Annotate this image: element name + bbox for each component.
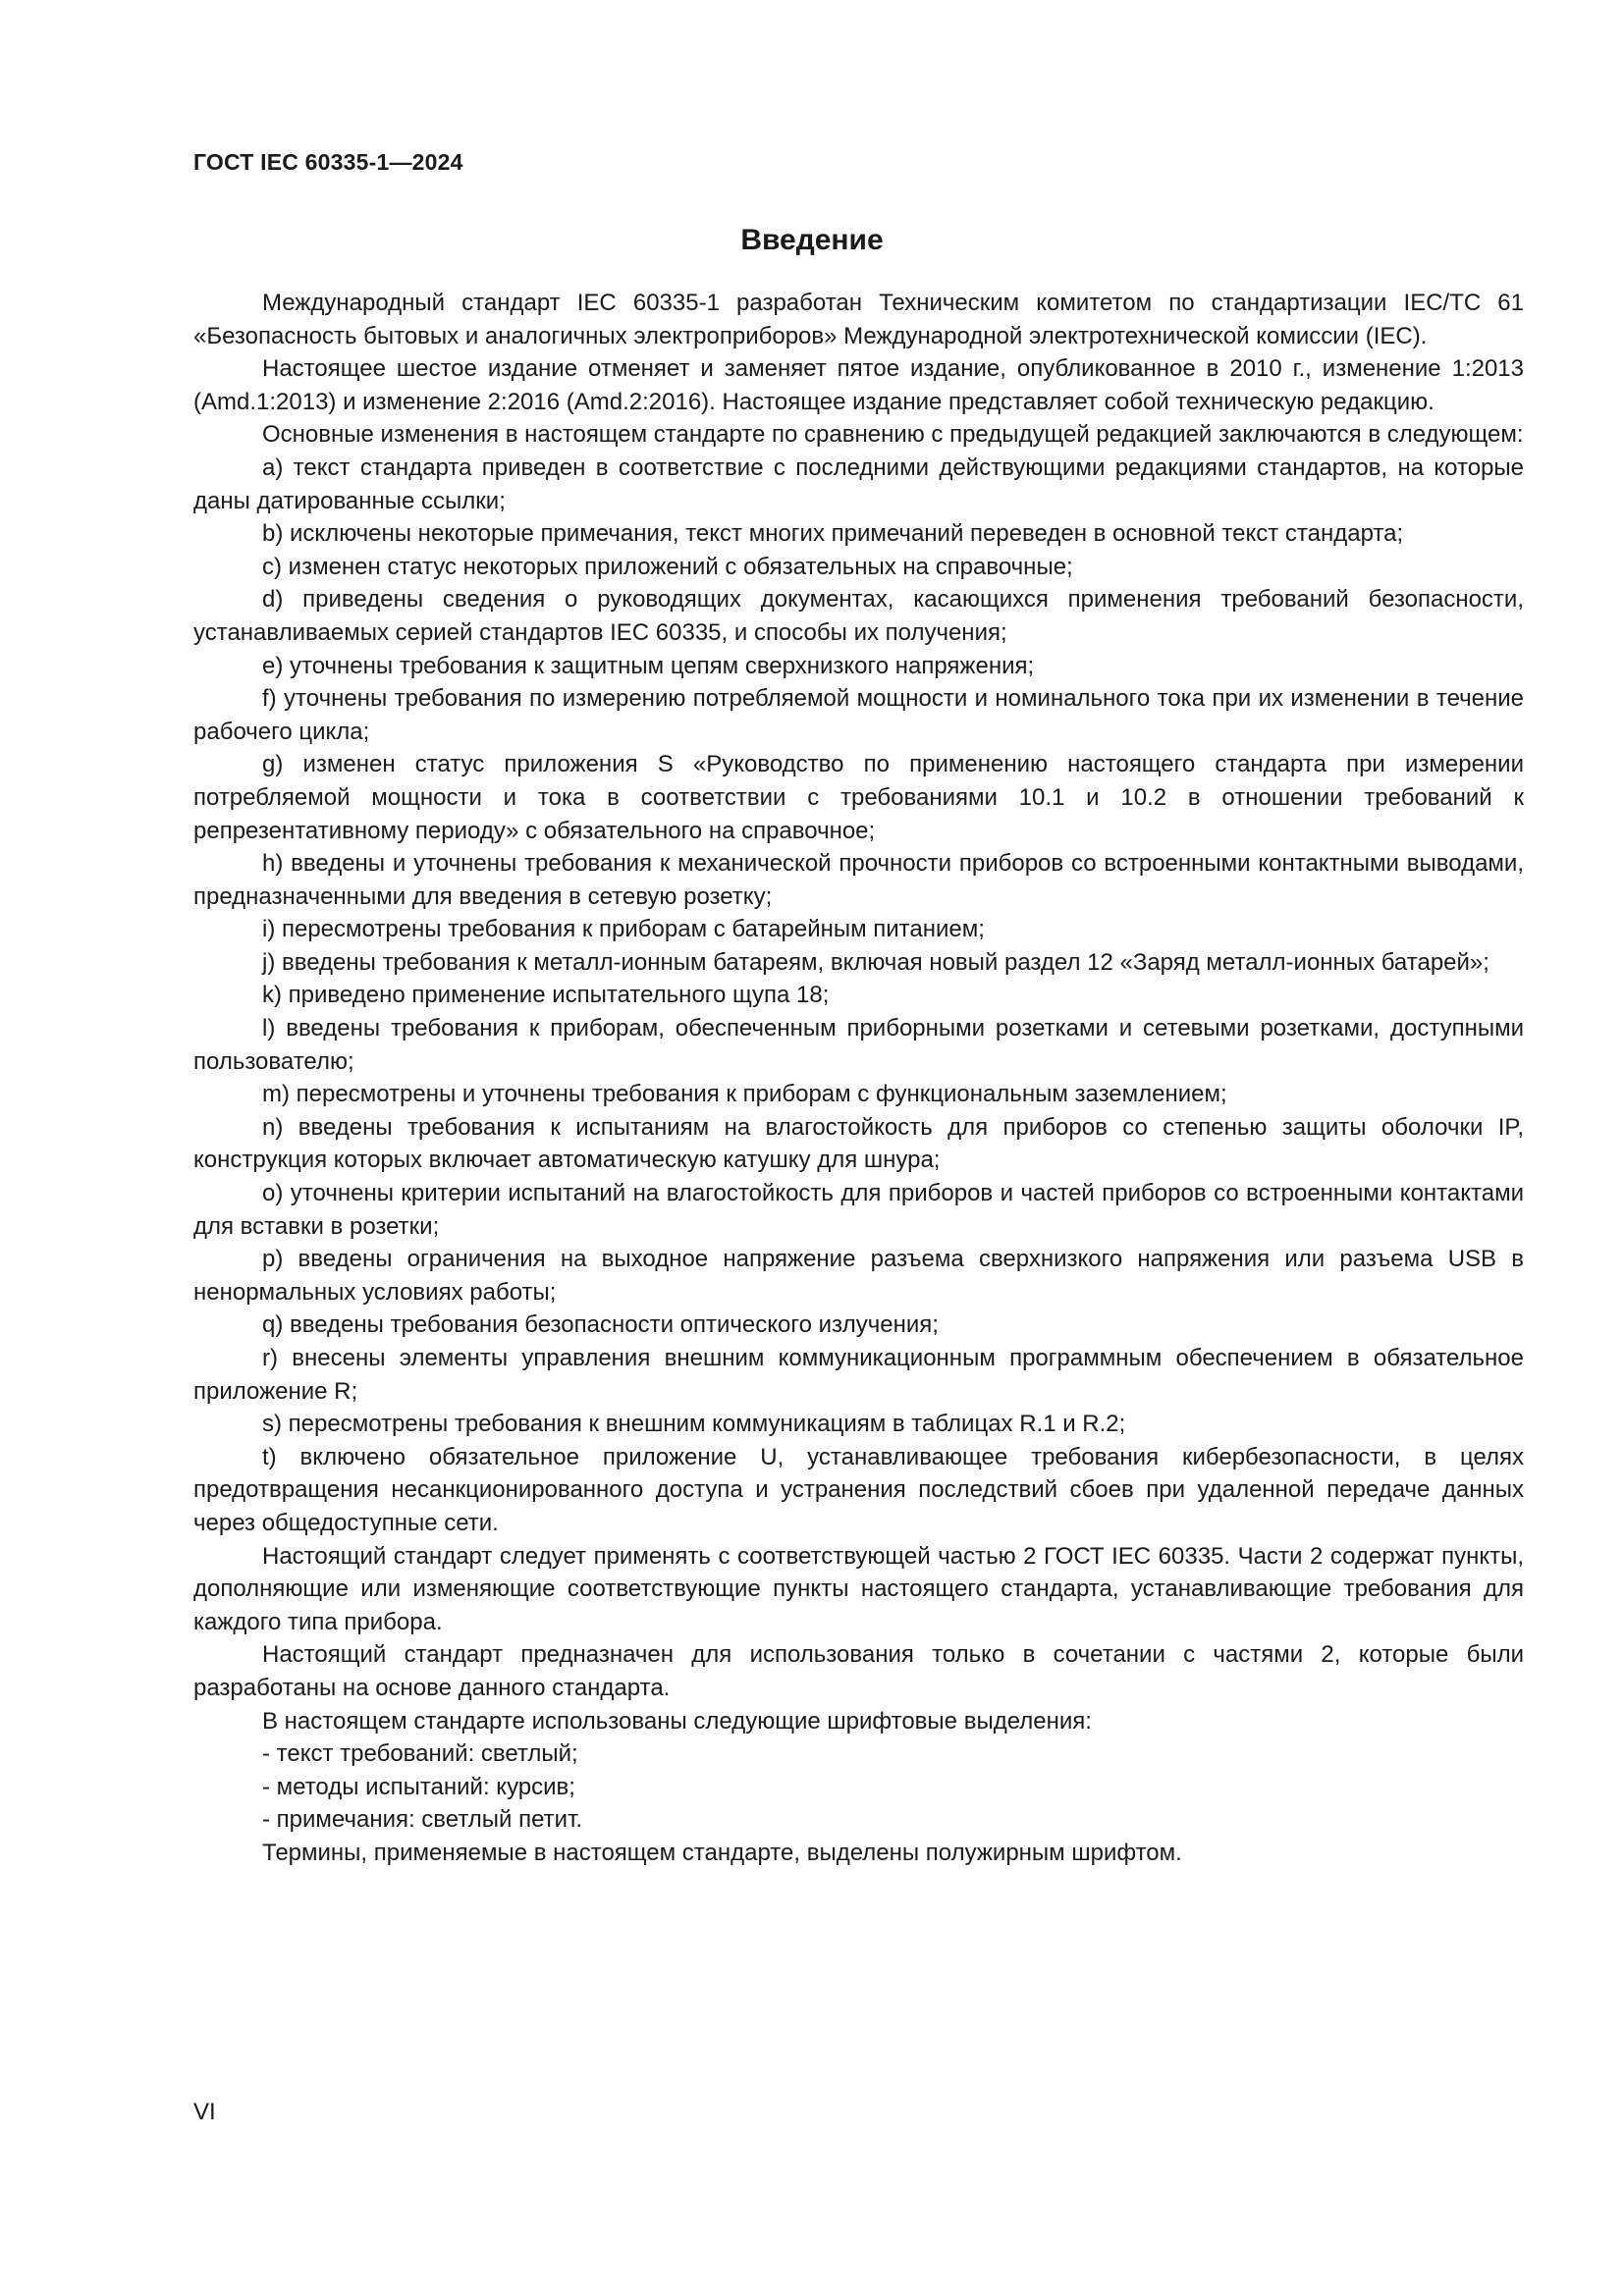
list-item-j: j) введены требования к металл-ионным батареям, включая новый раздел 12 «Заряд металл-ионных батарей»; [262, 948, 1489, 976]
list-item-l: l) введены требования к приборам, обеспеченным приборными розетками и сетевыми розетками, доступными пользователю; [193, 1015, 1524, 1075]
paragraph: Международный стандарт IEC 60335-1 разработан Техническим комитетом по стандартизации IEC/TC 61 «Безопасность бытовых и аналогичных электроприборов» Международной электротехнической комиссии (IEC). [193, 290, 1524, 349]
list-item-r: r) внесены элементы управления внешним коммуникационным программным обеспечением в обязательное приложение R; [193, 1345, 1524, 1405]
font-style-item: - текст требований: светлый; [262, 1740, 578, 1768]
page-title: Введение [740, 224, 884, 256]
list-item-t: t) включено обязательное приложение U, устанавливающее требования кибербезопасности, в целях предотвращения несанкционированного доступа и устранения последствий сбоев при удаленной передаче данных через общедоступные сети. [193, 1443, 1524, 1536]
list-item-a: a) текст стандарта приведен в соответствие с последними действующими редакциями стандартов, на которые даны датированные ссылки; [193, 454, 1524, 514]
font-style-item: - методы испытаний: курсив; [262, 1773, 575, 1800]
paragraph: Термины, применяемые в настоящем стандарте, выделены полужирным шрифтом. [262, 1839, 1182, 1866]
paragraph: Настоящий стандарт следует применять с соответствующей частью 2 ГОСТ IEC 60335. Части 2 содержат пункты, дополняющие или изменяющие соответствующие пункты настоящего стандарта, устанавливающие требования для каждого типа прибора. [193, 1542, 1524, 1635]
list-item-i: i) пересмотрены требования к приборам с батарейным питанием; [262, 916, 985, 943]
list-item-f: f) уточнены требования по измерению потребляемой мощности и номинального тока при их изменении в течение рабочего цикла; [193, 685, 1524, 745]
document-header: ГОСТ IEC 60335-1—2024 [193, 149, 463, 175]
list-item-q: q) введены требования безопасности оптического излучения; [262, 1311, 939, 1339]
list-item-k: k) приведено применение испытательного щупа 18; [262, 982, 830, 1009]
list-item-o: o) уточнены критерии испытаний на влагостойкость для приборов и частей приборов со встроенными контактами для вставки в розетки; [193, 1180, 1524, 1240]
list-item-m: m) пересмотрены и уточнены требования к приборам с функциональным заземлением; [262, 1081, 1227, 1108]
paragraph: Настоящий стандарт предназначен для использования только в сочетании с частями 2, которые были разработаны на основе данного стандарта. [193, 1641, 1524, 1701]
list-item-g: g) изменен статус приложения S «Руководство по применению настоящего стандарта при измерении потребляемой мощности и тока в соответствии с требованиями 10.1 и 10.2 в отношении требований к репрезентативному периоду» с обязательного на справочное; [193, 751, 1524, 844]
list-item-d: d) приведены сведения о руководящих документах, касающихся применения требований безопасности, устанавливаемых серией стандартов IEC 60335, и способы их получения; [193, 586, 1524, 646]
list-item-e: e) уточнены требования к защитным цепям сверхнизкого напряжения; [262, 652, 1035, 679]
list-item-p: p) введены ограничения на выходное напряжение разъема сверхнизкого напряжения или разъема USB в ненормальных условиях работы; [193, 1246, 1524, 1306]
page-number: VI [193, 2099, 216, 2125]
list-item-h: h) введены и уточнены требования к механической прочности приборов со встроенными контактными выводами, предназначенными для введения в сетевую розетку; [193, 850, 1524, 910]
paragraph: Основные изменения в настоящем стандарте по сравнению с предыдущей редакцией заключаются в следующем: [262, 421, 1524, 449]
paragraph: Настоящее шестое издание отменяет и заменяет пятое издание, опубликованное в 2010 г., изменение 1:2013 (Amd.1:2013) и изменение 2:2016 (Amd.2:2016). Настоящее издание представляет собой техническую редакцию. [193, 355, 1524, 415]
list-item-s: s) пересмотрены требования к внешним коммуникациям в таблицах R.1 и R.2; [262, 1411, 1126, 1438]
list-item-c: c) изменен статус некоторых приложений с обязательных на справочные; [262, 553, 1073, 580]
paragraph: В настоящем стандарте использованы следующие шрифтовые выделения: [262, 1707, 1092, 1735]
list-item-b: b) исключены некоторые примечания, текст многих примечаний переведен в основной текст стандарта; [262, 520, 1404, 548]
document-body [193, 287, 1524, 1870]
list-item-n: n) введены требования к испытаниям на влагостойкость для приборов со степенью защиты оболочки IP, конструкция которых включает автоматическую катушку для шнура; [193, 1113, 1524, 1174]
font-style-item: - примечания: светлый петит. [262, 1806, 583, 1834]
